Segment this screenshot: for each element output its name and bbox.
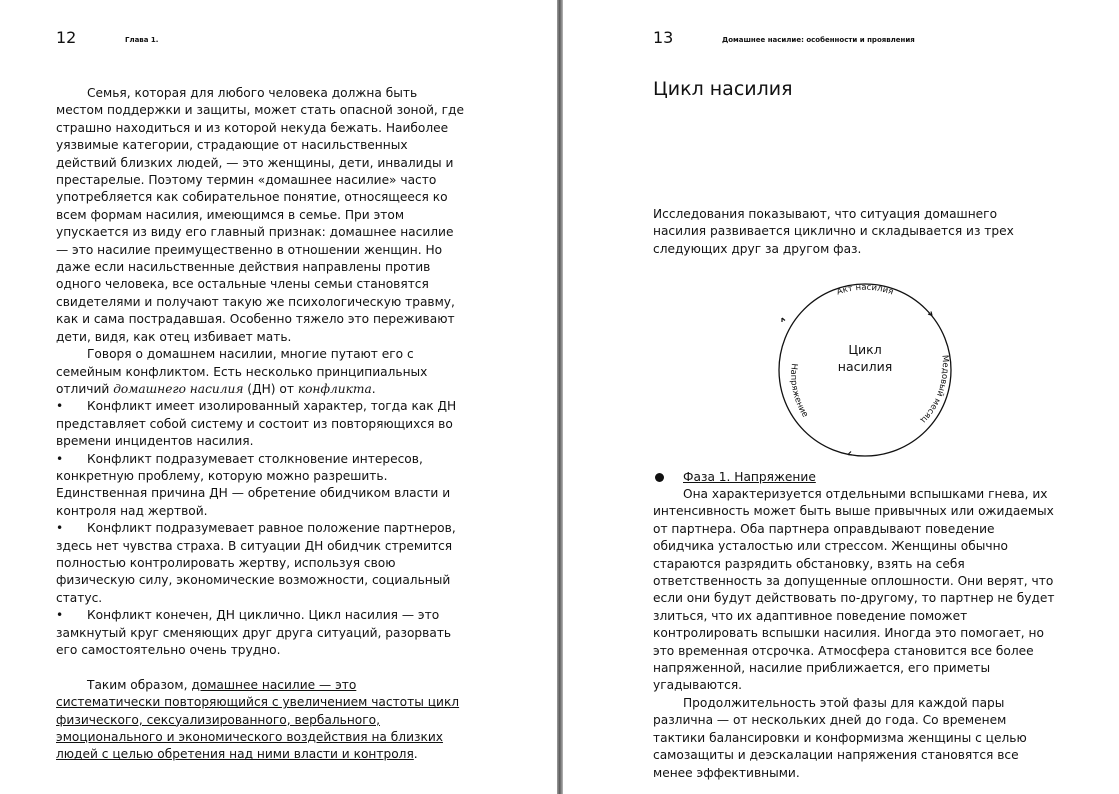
phase1-section — [683, 469, 1055, 486]
definition-paragraph: Таким образом, домашнее насилие — это систематически повторяющийся с увеличением частоты цикл физического, сексуализированного, вербального, эмоционального и экономического воздействия на близких людей с целью обретения над ними власти и контроля. — [56, 677, 460, 762]
list-item: • Конфликт конечен, ДН циклично. Цикл насилия — это замкнутый круг сменяющих друг друга ситуаций, разорвать его самостоятельно очень трудно. — [56, 608, 452, 657]
page-number: 13 — [653, 28, 674, 47]
phase-label-left: Напряжение — [788, 362, 810, 420]
list-item: • Конфликт подразумевает равное положение партнеров, здесь нет чувства страха. В ситуации ДН обидчик стремится полностью контролировать жертву, используя свою физическую силу, экономические возможности, социальный статус. — [56, 521, 456, 605]
phase-label-right: Медовый месяц — [918, 354, 950, 425]
running-head: Глава 1. — [125, 36, 159, 44]
paragraph: Семья, которая для любого человека должна быть местом поддержки и защиты, может стать опасной зоной, где страшно находиться и из которой некуда бежать. Наиболее уязвимые категории, страдающие от насильственных действий близких людей, — это женщины, дети, инвалиды и престарелые. Поэтому термин «домашнее насилие» часто употребляется как собирательное понятие, относящееся ко всем формам насилия, имеющимся в семье. При этом упускается из виду его главный признак: домашнее насилие — это насилие преимущественно в отношении женщин. Но даже если насильственные действия направлены против одного человека, все остальные члены семьи становятся свидетелями и получают такую же психологическую травму, как и сама пострадавшая. Особенно тяжело это переживают дети, видя, как отец избивает мать. — [56, 86, 464, 344]
arrow-icon — [848, 452, 852, 456]
diagram-center-label: Цикл — [848, 342, 882, 357]
list-item: • Конфликт подразумевает столкновение интересов, конкретную проблему, которую можно разрешить. Единственная причина ДН — обретение обидчиком власти и контроля над жертвой. — [56, 451, 451, 518]
phase-label-top: Акт насилия — [835, 282, 895, 298]
paragraph: Продолжительность этой фазы для каждой пары различна — от нескольких дней до года. Со временем тактики балансировки и конформизма женщины с целью самозащиты и деэскалации напряжения становятся все менее эффективными. — [653, 695, 1027, 780]
phase-heading: Фаза 1. Напряжение — [683, 469, 1055, 486]
diagram-center-label: насилия — [837, 359, 893, 374]
arrow-icon — [782, 318, 785, 322]
list-item: • Конфликт имеет изолированный характер, тогда как ДН представляет собой систему и состоит из повторяющихся во времени инцидентов насилия. — [56, 399, 457, 449]
running-head: Домашнее насилие: особенности и проявления — [722, 36, 915, 44]
phase1-body — [653, 486, 1055, 782]
intro-text — [653, 206, 1053, 258]
left-page — [0, 0, 558, 794]
paragraph: Она характеризуется отдельными вспышками гнева, их интенсивность может быть выше привычных или ожидаемых от партнера. Оба партнера оправдывают поведение обидчика усталостью или стрессом. Женщины обычно стараются разрядить обстановку, взять на себя ответственность за допущенные оплошности. Они верят, что если они будут действовать по-другому, то партнер не будет злиться, что их адаптивное поведение поможет контролировать вспышки насилия. Иногда это помогает, но это временная отсрочка. Атмосфера становится все более напряженной, насилие приближается, его приметы угадываются. — [653, 487, 1055, 693]
paragraph: Говоря о домашнем насилии, многие путают его с семейным конфликтом. Есть несколько принципиальных отличий домашнего насилия (ДН) от конфликта. — [56, 347, 428, 396]
left-body — [56, 85, 464, 764]
violence-cycle-diagram — [765, 270, 965, 470]
definition-underlined: домашнее насилие — это систематически повторяющийся с увеличением частоты цикл физического, сексуализированного, вербального, эмоционального и экономического воздействия на близких людей с целью обретения над ними власти и контроля — [56, 677, 460, 762]
chapter-title: Цикл насилия — [653, 78, 793, 100]
right-page — [563, 0, 1119, 794]
page-number: 12 — [56, 28, 77, 47]
bullet-dot-icon — [655, 473, 664, 482]
paragraph: Исследования показывают, что ситуация домашнего насилия развивается циклично и складывается из трех следующих друг за другом фаз. — [653, 207, 1014, 256]
